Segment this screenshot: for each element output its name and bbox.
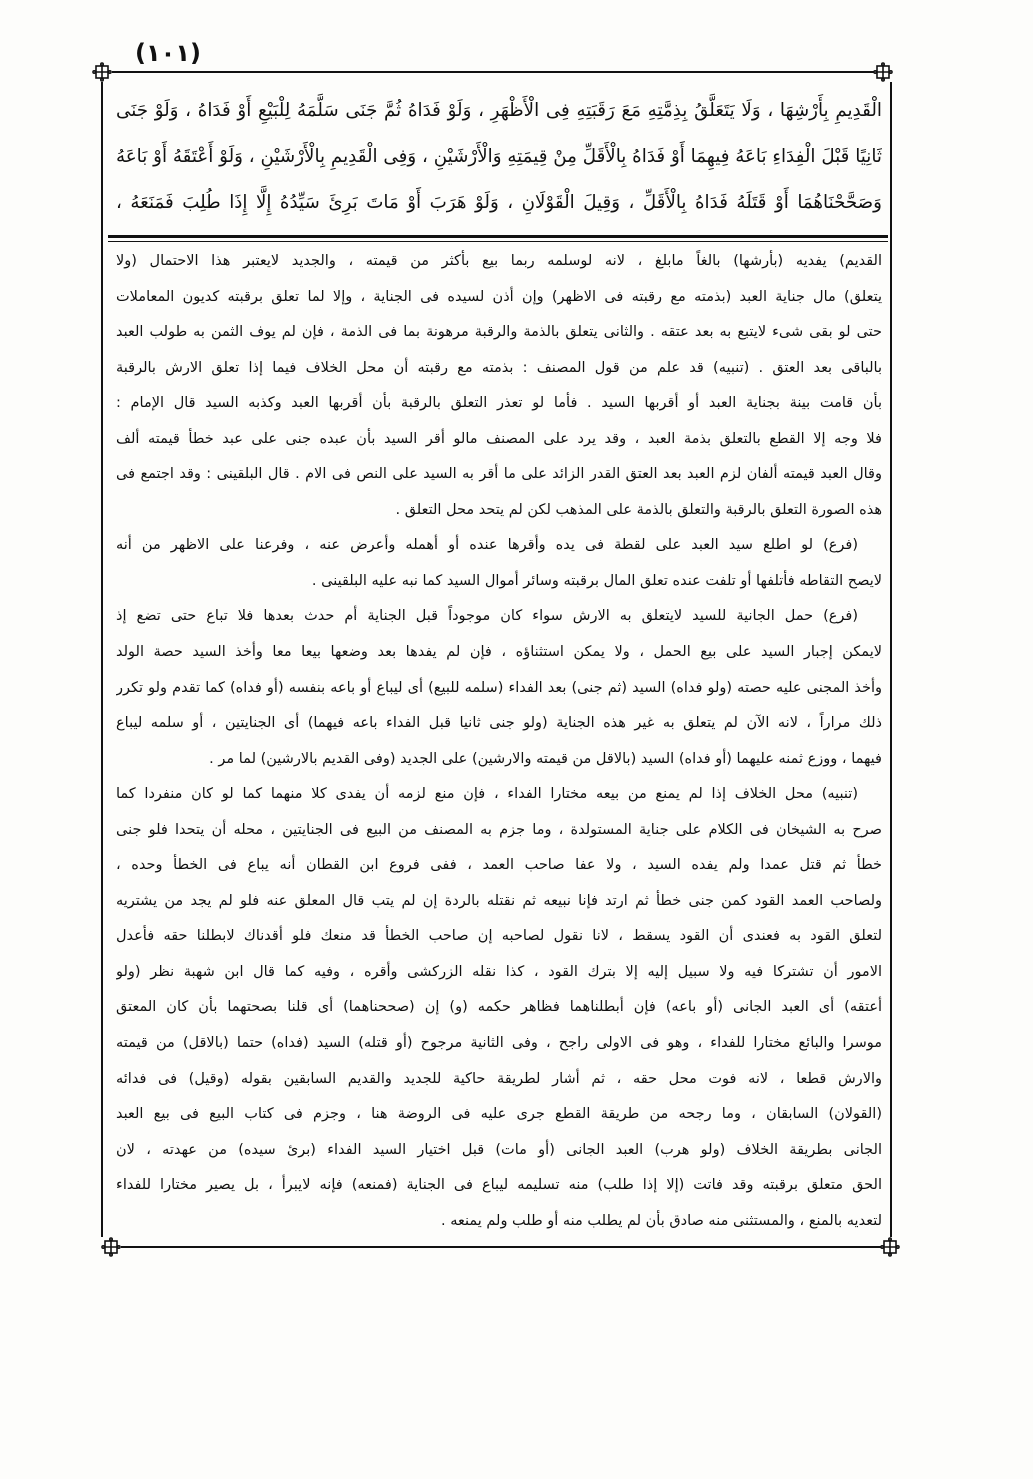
commentary-line: موسرا والبائع مختارا للفداء ، وهو فى الاولى راجح ، وفى الثانية مرجوح (أو قتله) السيد (فداه) حتما (بالاقل) من قيمته (116, 1035, 882, 1052)
commentary-line: ذلك مراراً ، لانه الآن لم يتعلق به غير هذه الجناية (ولو جنى ثانيا قبل الفداء باعه فيهما) أى الجنايتين ، أو سلمه ليباع (116, 715, 882, 732)
commentary-line: صرح به الشيخان فى الكلام على جناية المستولدة ، وما جزم به المصنف من البيع فى الجنايتين ، محله أن يتحدا فلو جنى (116, 821, 882, 838)
commentary-line: لايصح التقاطه فأتلفها أو تلفت عنده تعلق المال برقبته وسائر أموال السيد كما نبه عليه البلقينى . (311, 572, 882, 589)
commentary-line: الامور أن تشتركا فيه ولا سبيل إليه إلا بترك القود ، كذا نقله الزركشى وأقره ، وفيه كما قال ابن شهبة نظر (ولو (116, 963, 882, 980)
commentary-line: فيهما ، ووزع ثمنه عليهما (أو فداه) السيد (بالاقل من قيمته والارشين) على الجديد (وفى القديم بالارشين) لما مر . (209, 750, 882, 767)
commentary-text (116, 244, 882, 1239)
corner-ornament-icon (92, 62, 112, 82)
frame-right-rule (890, 82, 892, 1237)
commentary-line: حتى لو بقى شىء لايتبع به بعد عتقه . والثانى يتعلق بالذمة والرقبة مرهونة بما فى الذمة ، فإن لم يوف الثمن به طولب العبد (116, 324, 882, 341)
commentary-line: (فرع) لو اطلع سيد العبد على لقطة فى يده وأقرها عنده أو أهمله وأعرض عنه ، وفرعنا على الاظهر من أنه (116, 537, 858, 554)
commentary-line: القديم) يفديه (بأرشها) بالغاً مابلغ ، لانه لوسلمه ربما بيع بأكثر من قيمته ، والجديد لايعتبر هذا الاحتمال (ولا (116, 253, 882, 269)
corner-ornament-icon (880, 1237, 900, 1257)
commentary-line: وأخذ المجنى عليه حصته (ولو فداه) السيد (ثم جنى) بعد الفداء (سلمه للبيع) أى ليباع أو باعه بنفسه (أو فداه) كما تقدم ولو تكرر (116, 679, 882, 696)
corner-ornament-icon (101, 1237, 121, 1257)
commentary-line: بأن قامت بينة بجناية العبد أو أقربها السيد . فأما لو تعذر التعلق بالرقبة بأن أقربها العبد وكذبه السيد قال الإمام : (116, 395, 882, 412)
commentary-line: أعتقه) أى العبد الجانى (أو باعه) فإن أبطلناهما فظاهر حكمه (و) إن (صححناهما) أى قلنا بصحتهما بأن كان المعتق (116, 999, 882, 1016)
commentary-line: هذه الصورة التعلق بالرقبة والتعلق بالذمة على المذهب لكن لم يتحد محل التعلق . (395, 501, 882, 518)
page-number: (١٠١) (135, 39, 201, 67)
matn-line: الْقَدِيمِ بِأَرْشِهَا ، وَلَا يَتَعَلَّقُ بِذِمَّتِهِ مَعَ رَقَبَتِهِ فِى الْأَظْهَرِ ، وَلَوْ فَدَاهُ ثُمَّ جَنَى سَلَّمَهُ لِلْبَيْعِ أَوْ فَدَاهُ ، وَلَوْ جَنَى (116, 100, 882, 121)
frame-bottom-rule (121, 1246, 881, 1248)
commentary-line: ولصاحب العمد القود كمن جنى خطأ ثم ارتد فإنا نبيعه ثم نقتله بالردة إن لم يتب قال المعلق عنه فلو لم يجد من يشتريه (116, 892, 882, 909)
commentary-line: (القولان) السابقان ، وما رجحه من طريقة القطع جرى عليه فى الروضة هنا ، وجزم فى كتاب البيع فى بيع العبد (116, 1106, 882, 1123)
matn-text (116, 88, 882, 226)
commentary-line: لتعديه بالمنع ، والمستثنى منه صادق بأن لم يطلب منه أو طلب ولم يمنعه . (440, 1212, 882, 1229)
frame-top-rule (112, 71, 874, 73)
matn-line: ثَانِيًا قَبْلَ الْفِدَاءِ بَاعَهُ فِيهِمَا أَوْ فَدَاهُ بِالْأَقَلِّ مِنْ قِيمَتِهِ وَالْأَرْشَيْنِ ، وَفِى الْقَدِيمِ بِالْأَرْشَيْنِ ، وَلَوْ أَعْتَقَهُ أَوْ بَاعَهُ (116, 146, 882, 167)
commentary-line: لتعلق القود به فعندى أن القود يسقط ، لانا نقول لصاحبه إن صاحب الخطأ قد منعك فلو أقدناك لابطلنا حقه فأعدل (116, 928, 882, 945)
commentary-line: الجانى بطريقة الخلاف (ولو هرب) العبد الجانى (أو مات) قبل اختيار السيد الفداء (برئ سيده) من عهدته ، لان (116, 1141, 882, 1158)
commentary-line: وقال العبد قيمته ألفان لزم العبد بعد العتق القدر الزائد على ما أقر به السيد على النص فى الام . قال البلقينى : وقد اجتمع فى (116, 466, 882, 483)
commentary-line: والارش قطعا ، لانه فوت محل حقه ، ثم أشار لطريقة حاكية للجديد والقديم السابقين بقوله (وقيل) فى فدائه (116, 1070, 882, 1087)
commentary-line: (تنبيه) محل الخلاف إذا لم يمنع من بيعه مختارا الفداء ، فإن منع لزمه أن يفدى كلا منهما كما لو كان منفردا كما (116, 786, 858, 803)
frame-left-rule (101, 82, 103, 1237)
commentary-line: (فرع) حمل الجانية للسيد لايتعلق به الارش سواء كان موجوداً قبل الجناية أم حدث بعدها فلا تباع حتى تضع إذ (116, 608, 858, 625)
commentary-line: يتعلق) مال جناية العبد (بذمته مع رقبته فى الاظهر) وإن أذن لسيده فى الجناية ، وإلا لما تعلق برقبته كديون المعاملات (116, 288, 882, 305)
commentary-line: لايمكن إجبار السيد على بيع الحمل ، ولا يمكن استثناؤه ، فإن لم يفدها بعد وضعها بيعا معا وأخذ السيد حصة الولد (116, 644, 882, 661)
commentary-line: الحق متعلق برقبته وقد فاتت (إلا إذا طلب) منه تسليمه ليباع فى الجناية (فمنعه) فإنه لايبرأ ، بل يصير مختارا للفداء (116, 1177, 882, 1194)
separator-thick-rule (108, 235, 888, 238)
commentary-line: بالباقى بعد العتق . (تنبيه) قد علم من قول المصنف : بذمته مع رقبته أن محل الخلاف فيما إذا تعلق الارش بالرقبة (116, 359, 882, 376)
commentary-line: خطأ ثم قتل عمدا ولم يفده السيد ، ولا عفا صاحب العمد ، ففى فروع ابن القطان أنه يباع فى الخطأ وحده ، (116, 857, 882, 874)
separator-thin-rule (108, 241, 888, 242)
corner-ornament-icon (873, 62, 893, 82)
matn-line: وَصَحَّحْنَاهُمَا أَوْ قَتَلَهُ فَدَاهُ بِالْأَقَلِّ ، وَقِيلَ الْقَوْلَانِ ، وَلَوْ هَرَبَ أَوْ مَاتَ بَرِئَ سَيِّدُهُ إِلَّا إِذَا طُلِبَ فَمَنَعَهُ ، (116, 192, 882, 213)
commentary-line: فلا وجه إلا القطع بالتعلق بذمة العبد ، وقد يرد على المصنف مالو أقر السيد بأن عبده جنى على عبد خطأ قيمته ألف (116, 430, 882, 447)
